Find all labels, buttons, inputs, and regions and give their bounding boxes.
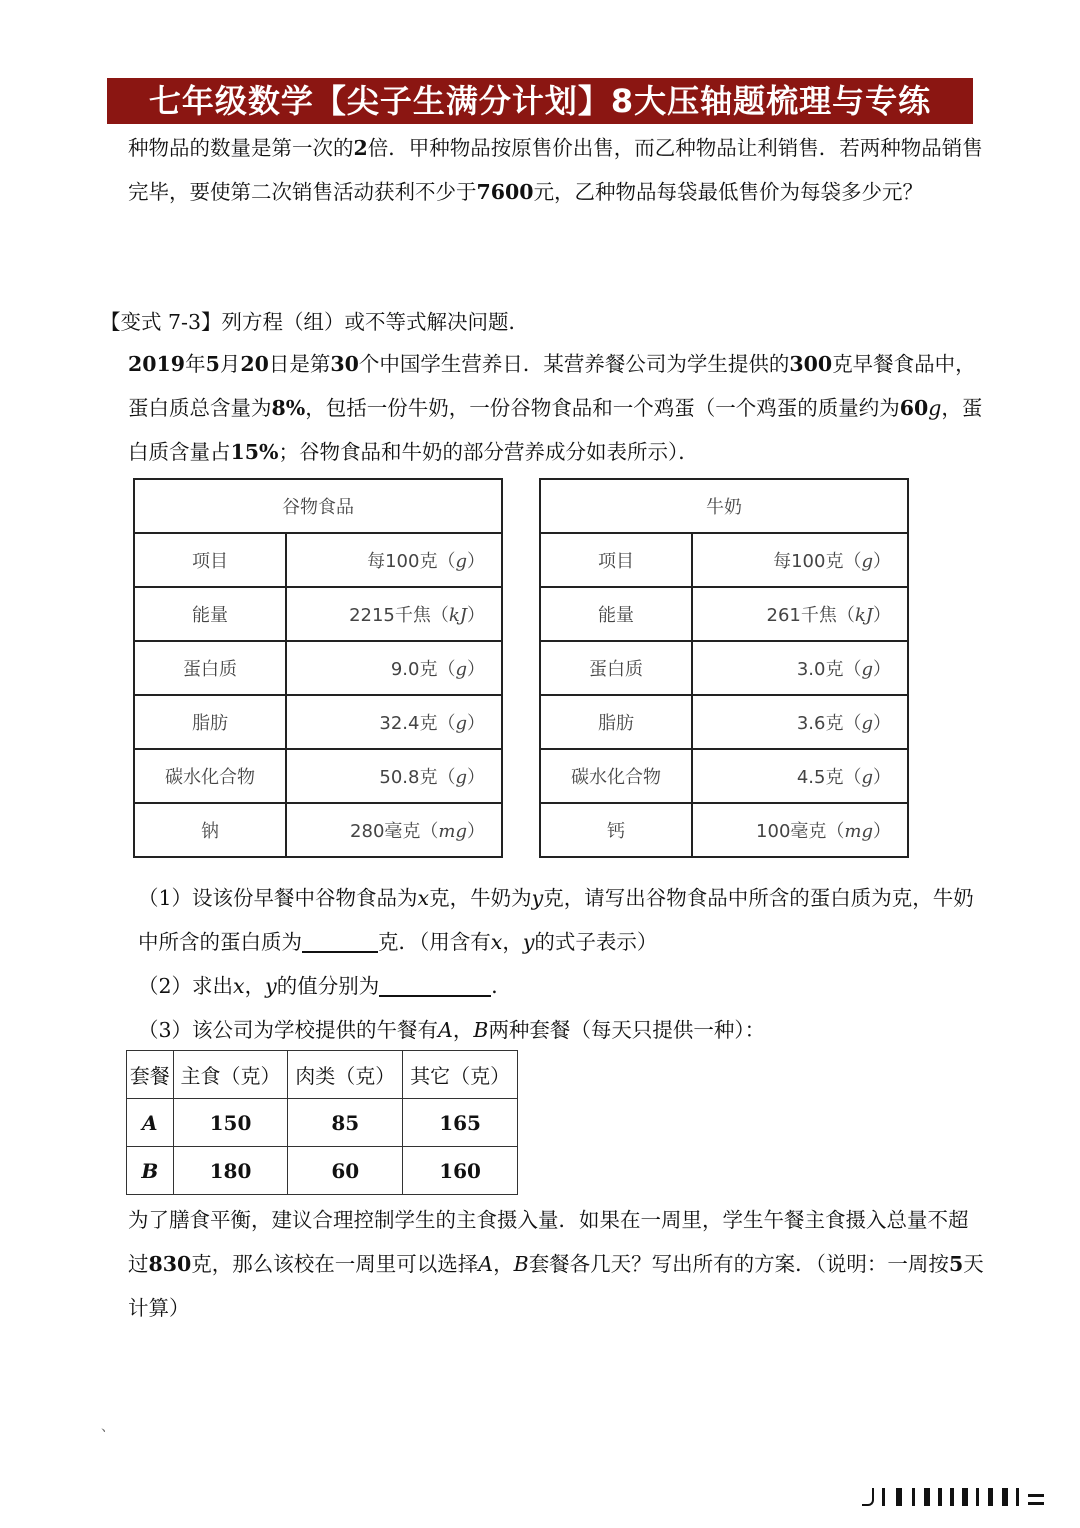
final-question: 为了膳食平衡，建议合理控制学生的主食摄入量．如果在一周里，学生午餐主食摄入总量不超过830克，那么该校在一周里可以选择A，B套餐各几天？写出所有的方案．（说明：一周按5天计算） [128,1208,984,1320]
table-row: 能量 261千焦（kJ） [540,587,908,641]
table-row: 蛋白质 9.0克（g） [134,641,502,695]
stray-mark: 、 [101,1419,115,1435]
questions [138,876,984,1052]
problem-continuation: 种物品的数量是第一次的2倍．甲种物品按原售价出售，而乙种物品让利销售．若两种物品销售完毕，要使第二次销售活动获利不少于7600元，乙种物品每袋最低售价为每袋多少元？ [128,136,983,204]
table-header-row: 套餐 主食（克） 肉类（克） 其它（克） [127,1051,518,1099]
page-banner-title: 七年级数学【尖子生满分计划】8大压轴题梳理与专练 [107,78,973,124]
table-row: B 180 60 160 [127,1147,518,1195]
table-row: 脂肪 3.6克（g） [540,695,908,749]
question-3: （3）该公司为学校提供的午餐有A，B两种套餐（每天只提供一种）： [138,1018,766,1042]
table-row: 项目 每100克（g） [134,533,502,587]
grain-nutrition-table [133,478,503,858]
problem-intro: 2019年5月20日是第30个中国学生营养日．某营养餐公司为学生提供的300克早餐食品中，蛋白质总含量为8%，包括一份牛奶，一份谷物食品和一个鸡蛋（一个鸡蛋的质量约为60g，蛋白质含量占15%；谷物食品和牛奶的部分营养成分如表所示）． [128,352,983,464]
table-row: 碳水化合物 50.8克（g） [134,749,502,803]
question-1: （1）设该份早餐中谷物食品为x克，牛奶为y克，请写出谷物食品中所含的蛋白质为克，牛奶中所含的蛋白质为 克．（用含有x，y的式子表示） [138,886,974,954]
table-row: 能量 2215千焦（kJ） [134,587,502,641]
answer-blank-2[interactable] [379,973,491,997]
table-row: 钠 280毫克（mg） [134,803,502,857]
watermark-barcode-icon [862,1488,1062,1508]
question-2: （2）求出x，y的值分别为 ． [138,974,512,998]
table-row: 脂肪 32.4克（g） [134,695,502,749]
grain-table-title: 谷物食品 [134,479,502,533]
table-row: A 150 85 165 [127,1099,518,1147]
milk-nutrition-table [539,478,909,858]
table-row: 碳水化合物 4.5克（g） [540,749,908,803]
table-row: 钙 100毫克（mg） [540,803,908,857]
variant-heading: 【变式 7-3】列方程（组）或不等式解决问题． [100,310,530,334]
milk-table-title: 牛奶 [540,479,908,533]
variant-tag: 【变式 7-3】 [100,310,222,334]
answer-blank-1[interactable] [302,929,378,953]
table-row: 项目 每100克（g） [540,533,908,587]
table-row: 蛋白质 3.0克（g） [540,641,908,695]
meal-plan-table [126,1050,518,1195]
